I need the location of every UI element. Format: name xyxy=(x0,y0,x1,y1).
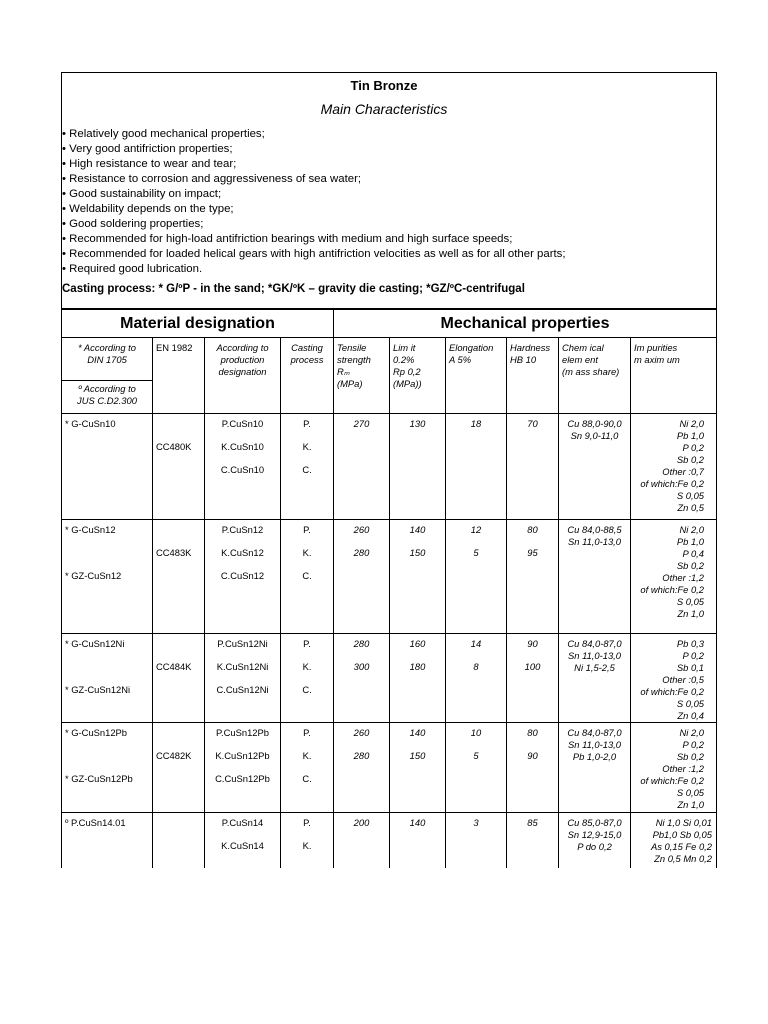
table-row: º P.CuSn14.01 P.CuSn14 K.CuSn14 P. K. 200 140 3 85 Cu 85,0-87,0 Sn 12,9-15,0 P do 0,2 Ni 1,0 Si 0,01 Pb1,0 Sb 0,05 As 0,15 Fe 0,2 Zn 0,5 Mn 0,2 xyxy=(62,813,717,869)
mechanical-properties-header: Mechanical properties xyxy=(334,310,717,338)
impurities-header: Im purities m axim um xyxy=(631,338,717,414)
list-item: • Relatively good mechanical properties; xyxy=(62,128,265,140)
list-item: • Recommended for loaded helical gears with high antifriction velocities as well as for all other parts; xyxy=(62,248,566,260)
document-title: Tin Bronze xyxy=(350,78,418,93)
din-header: * According to DIN 1705 xyxy=(62,338,153,381)
list-item: • High resistance to wear and tear; xyxy=(62,158,237,170)
table-row: * G-CuSn12Pb * GZ-CuSn12Pb CC482K P.CuSn12Pb K.CuSn12Pb C.CuSn12Pb P. K. C. 260 280 140 150 10 5 80 90 Cu 84,0-87,0 Sn 11,0-13,0 Pb 1,0-2,0 Ni 2,0 P 0,2 Sb 0,2 Other :1,2 of which:Fe 0,2 S 0,05 Zn 1,0 xyxy=(62,723,717,813)
jus-header: º According to JUS C.D2.300 xyxy=(62,381,153,414)
list-item: • Good soldering properties; xyxy=(62,218,204,230)
list-item: • Good sustainability on impact; xyxy=(62,188,222,200)
limit-header: Lim it 0.2% Rp 0,2 (MPa)) xyxy=(390,338,446,414)
characteristics-list xyxy=(62,127,566,277)
production-header: According to production designation xyxy=(205,338,281,414)
material-designation-header: Material designation xyxy=(62,310,334,338)
tensile-header: Tensile strength Rₘ (MPa) xyxy=(334,338,390,414)
list-item: • Very good antifriction properties; xyxy=(62,143,233,155)
table-row: * G-CuSn12 * GZ-CuSn12 CC483K P.CuSn12 K.CuSn12 C.CuSn12 P. K. C. 260 280 140 150 12 5 80 95 Cu 84,0-88,5 Sn 11,0-13,0 Ni 2,0 Pb 1,0 P 0,4 Sb 0,2 Other :1,2 of which:Fe 0,2 S 0,05 Zn 1,0 xyxy=(62,520,717,634)
properties-table xyxy=(61,309,717,868)
en-header: EN 1982 xyxy=(153,338,205,414)
chemical-header: Chem ical elem ent (m ass share) xyxy=(559,338,631,414)
list-item: • Weldability depends on the type; xyxy=(62,203,234,215)
elongation-header: Elongation A 5% xyxy=(446,338,507,414)
hardness-header: Hardness HB 10 xyxy=(507,338,559,414)
casting-header: Casting process xyxy=(281,338,334,414)
list-item: • Resistance to corrosion and aggressiveness of sea water; xyxy=(62,173,362,185)
document-subtitle: Main Characteristics xyxy=(320,101,448,117)
table-row: * G-CuSn12Ni * GZ-CuSn12Ni CC484K P.CuSn12Ni K.CuSn12Ni C.CuSn12Ni P. K. C. 280 300 160 180 14 8 90 100 Cu 84,0-87,0 Sn 11,0-13,0 Ni 1,5-2,5 Pb 0,3 P 0,2 Sb 0,1 Other :0,5 of which:Fe 0,2 S 0,05 Zn 0,4 xyxy=(62,634,717,723)
list-item: • Required good lubrication. xyxy=(62,263,203,275)
list-item: • Recommended for high-load antifriction bearings with medium and high surface speeds; xyxy=(62,233,513,245)
table-row: * G-CuSn10 CC480K P.CuSn10 K.CuSn10 C.CuSn10 P. K. C. 270 130 18 70 Cu 88,0-90,0 Sn 9,0-11,0 Ni 2,0 Pb 1,0 P 0,2 Sb 0,2 Other :0,7 of which:Fe 0,2 S 0,05 Zn 0,5 xyxy=(62,414,717,520)
casting-process-note: Casting process: * G/ºP - in the sand; *GK/ºK – gravity die casting; *GZ/ºC-centrifugal xyxy=(62,283,525,295)
